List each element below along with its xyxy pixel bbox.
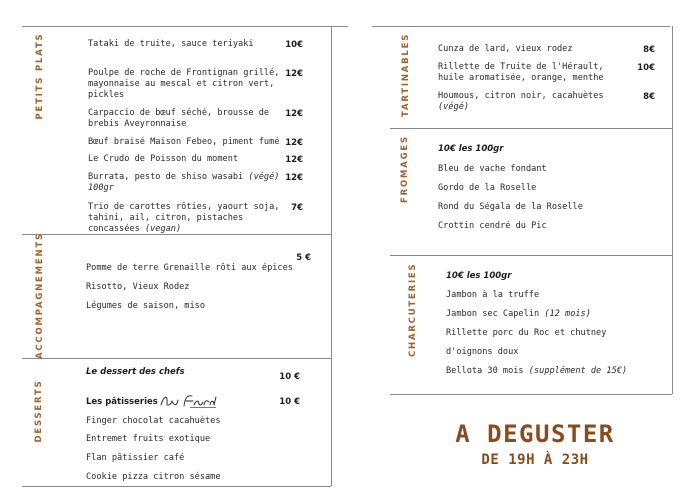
left-top-rule	[22, 26, 348, 27]
section-label-fromages: FROMAGES	[400, 135, 410, 203]
right-divider-3	[390, 394, 672, 395]
menu-item-name: Poulpe de roche de Frontignan grillé, mayonnaise au mescal et citron vert, pickles	[88, 68, 280, 100]
charcuterie-item	[446, 328, 646, 339]
tartinable-item-price: 8€	[643, 92, 655, 102]
section-label-accompagnements: ACCOMPAGNEMENTS	[35, 232, 45, 359]
right-divider-1	[390, 128, 672, 129]
charcuteries-header: 10€ les 100gr	[446, 271, 512, 281]
fromages-header: 10€ les 100gr	[438, 144, 504, 154]
tartinable-item-price: 10€	[637, 63, 655, 73]
menu-item-price: 12€	[285, 138, 303, 148]
accompagnement-item: Pomme de terre Grenaille rôti aux épices	[86, 263, 293, 273]
section-label-petits-plats: PETITS PLATS	[35, 32, 45, 120]
menu-item-name: Trio de carottes rôties, yaourt soja, tahini, ail, citron, pistaches concassées	[88, 202, 280, 234]
section-label-tartinables: TARTINABLES	[401, 32, 411, 117]
dessert-item: Cookie pizza citron sésame	[86, 472, 221, 482]
menu-item-note: (végé)	[248, 172, 280, 182]
chef-dessert-price: 10 €	[279, 372, 300, 382]
menu-item-price: 12€	[285, 109, 303, 119]
by-farah-signature	[158, 391, 218, 411]
tartinable-item-note: (végé)	[438, 102, 470, 112]
left-divider-2	[22, 358, 331, 359]
charcuterie-item	[446, 347, 646, 358]
charcuterie-item	[446, 290, 646, 301]
tartinable-item-price: 8€	[643, 45, 655, 55]
chef-dessert-name: Le dessert des chefs	[86, 367, 185, 377]
right-top-rule	[372, 26, 670, 27]
hours-subtitle: DE 19H À 23H	[481, 452, 589, 468]
menu-item-price: 12€	[285, 69, 303, 79]
charcuterie-item-name: d'oignons doux	[446, 347, 519, 357]
charcuterie-item-note: (12 mois)	[544, 309, 591, 319]
menu-item-price: 10€	[285, 40, 303, 50]
fromage-item: Crottin cendré du Pic	[438, 221, 547, 231]
menu-item-price: 7€	[291, 203, 303, 213]
menu-item-extra: 100gr	[88, 183, 114, 193]
fromage-item: Gordo de la Roselle	[438, 183, 537, 193]
tartinable-item-name: Cunza de lard, vieux rodez	[438, 44, 573, 54]
menu-item-name: Tataki de truite, sauce teriyaki	[88, 39, 254, 49]
menu-item-name: Le Crudo de Poisson du moment	[88, 154, 239, 164]
menu-item-burrata	[88, 172, 284, 194]
menu-item-price: 12€	[285, 173, 303, 183]
menu-item-name: Burrata, pesto de shiso wasabi	[88, 172, 244, 182]
tartinable-item-name: Rillette de Truite de l'Hérault, huile aromatisée, orange, menthe	[438, 62, 604, 83]
charcuterie-item-name: Jambon sec Capelin	[446, 309, 540, 319]
patisseries-name: Les pâtisseries	[86, 397, 158, 407]
charcuterie-item	[446, 309, 646, 320]
patisseries-price: 10 €	[279, 397, 300, 407]
fromage-item: Rond du Ségala de la Roselle	[438, 202, 583, 212]
accompagnements-price: 5 €	[296, 253, 311, 263]
charcuterie-item-note: (supplément de 15€)	[528, 366, 628, 376]
charcuterie-item-name: Bellota 30 mois	[446, 366, 524, 376]
section-label-charcuteries: CHARCUTERIES	[408, 262, 418, 357]
left-bottom-rule	[22, 486, 331, 487]
charcuterie-item-name: Jambon à la truffe	[446, 290, 540, 300]
menu-item-price: 12€	[285, 155, 303, 165]
dessert-item: Flan pâtissier café	[86, 453, 185, 463]
right-inner-rule	[672, 26, 673, 394]
menu-item-trio	[88, 202, 288, 235]
section-label-desserts: DESSERTS	[34, 379, 44, 443]
right-divider-2	[390, 255, 672, 256]
accompagnement-item: Légumes de saison, miso	[86, 301, 205, 311]
charcuterie-item	[446, 366, 656, 377]
tartinable-item-name: Houmous, citron noir, cacahuètes	[438, 91, 604, 101]
fromage-item: Bleu de vache fondant	[438, 164, 547, 174]
menu-item-name: Carpaccio de bœuf séché, brousse de brebis Aveyronnaise	[88, 108, 270, 129]
menu-item-note: (vegan)	[144, 224, 182, 234]
left-inner-rule	[331, 26, 332, 486]
accompagnement-item: Risotto, Vieux Rodez	[86, 282, 190, 292]
charcuterie-item-name: Rillette porc du Roc et chutney	[446, 328, 607, 338]
a-deguster-title: A DEGUSTER	[455, 420, 615, 448]
dessert-item: Entremet fruits exotique	[86, 434, 211, 444]
tartinable-item-houmous	[438, 91, 628, 113]
dessert-item: Finger chocolat cacahuètes	[86, 416, 221, 426]
menu-item-name: Bœuf braisé Maison Febeo, piment fumé	[88, 137, 280, 147]
